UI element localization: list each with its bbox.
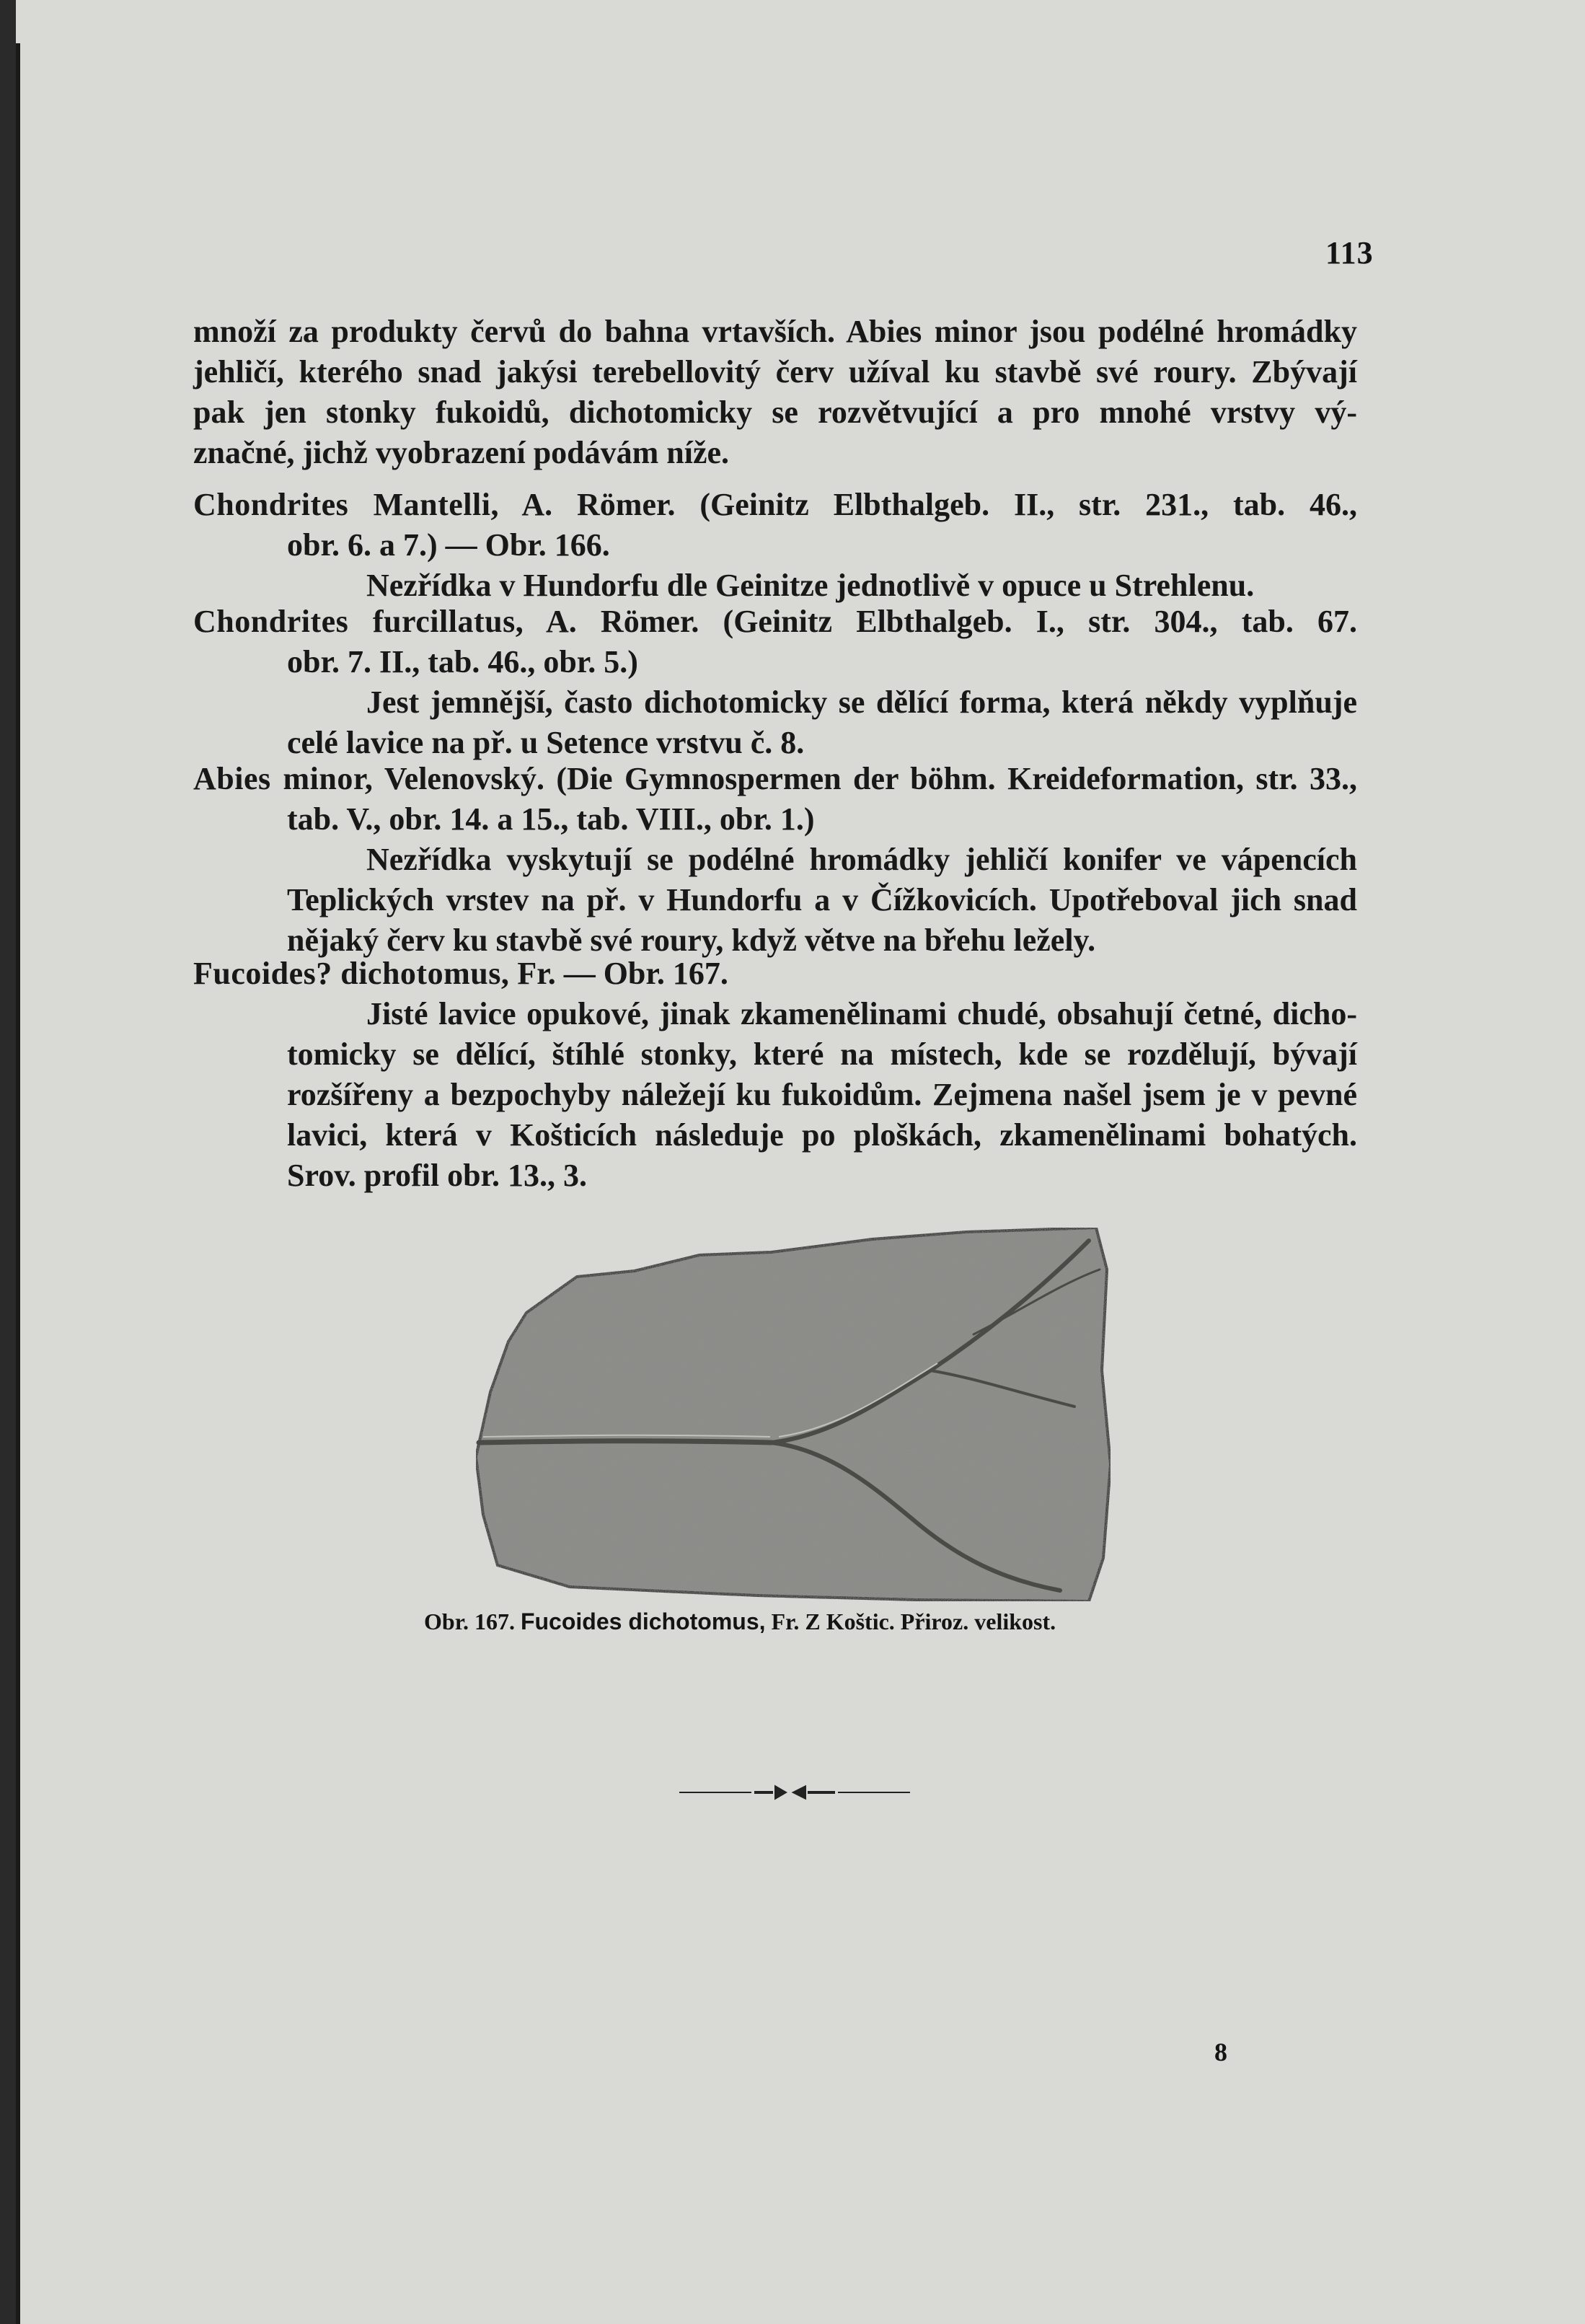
section-divider-ornament — [679, 1782, 910, 1803]
description-text: Jest jemnější, často dichotomicky se dělící forma, která někdy vyplňuje — [366, 685, 1357, 720]
page-number: 113 — [1325, 235, 1374, 270]
text-line: pak jen stonky fukoidů, dichotomicky se rozvětvující a pro mnohé vrstvy vý- — [193, 395, 1357, 430]
caption-species: Fucoides dichotomus, — [520, 1608, 766, 1634]
text-line: množí za produkty červů do bahna vrtavších. Abies minor jsou podélné hromádky — [193, 314, 1357, 349]
description-text: Nezřídka v Hundorfu dle Geinitze jednotlivě v opuce u Strehlenu. — [366, 568, 1255, 603]
book-page — [16, 0, 1585, 2324]
caption-suffix: Fr. Z Koštic. Přiroz. velikost. — [771, 1608, 1056, 1634]
entry-abies-minor — [193, 759, 1357, 961]
species-name: Fucoides? dichotomus, — [193, 956, 510, 991]
reference-text: obr. 6. a 7.) — Obr. 166. — [287, 527, 610, 563]
description-text: Teplických vrstev na př. v Hundorfu a v Čížkovicích. Upotřeboval jich snad — [287, 882, 1357, 917]
description-text: Srov. profil obr. 13., 3. — [287, 1158, 588, 1193]
description-text: lavici, která v Košticích následuje po ploškách, zkamenělinami bohatých. — [287, 1117, 1357, 1153]
reference-text: A. Römer. (Geinitz Elbthalgeb. II., str. 231., tab. 46., — [498, 487, 1358, 522]
species-name: Chondrites furcillatus, — [193, 604, 524, 639]
species-name: Chondrites Mantelli, — [193, 487, 499, 522]
figure-caption — [424, 1607, 1174, 1636]
entry-chondrites-mantelli — [193, 485, 1357, 606]
description-text: Jisté lavice opukové, jinak zkamenělinami chudé, obsahují četné, dicho- — [366, 996, 1357, 1031]
species-name: Abies minor, — [193, 761, 374, 796]
description-text: celé lavice na př. u Setence vrstvu č. 8. — [287, 725, 805, 760]
description-text: nějaký červ ku stavbě své roury, když větve na břehu ležely. — [287, 923, 1096, 958]
paragraph-intro — [193, 312, 1357, 473]
reference-text: Velenovský. (Die Gymnospermen der böhm. Kreideformation, str. 33., — [373, 761, 1357, 796]
entry-chondrites-furcillatus — [193, 602, 1357, 763]
reference-text: obr. 7. II., tab. 46., obr. 5.) — [287, 644, 638, 679]
entry-fucoides-dichotomus — [193, 954, 1357, 1196]
caption-prefix: Obr. 167. — [424, 1608, 515, 1634]
text-line: značné, jichž vyobrazení podávám níže. — [193, 435, 730, 470]
description-text: Nezřídka vyskytují se podélné hromádky jehličí konifer ve vápencích — [366, 842, 1357, 877]
page-binding-edge — [16, 43, 20, 2324]
description-text: tomicky se dělící, štíhlé stonky, které na místech, kde se rozdělují, bývají — [287, 1036, 1357, 1072]
fossil-figure — [469, 1226, 1118, 1616]
reference-text: tab. V., obr. 14. a 15., tab. VIII., obr. 1.) — [287, 801, 815, 837]
reference-text: Fr. — Obr. 167. — [509, 956, 728, 991]
text-line: jehličí, kterého snad jakýsi terebellovitý červ užíval ku stavbě své roury. Zbývají — [193, 354, 1357, 389]
description-text: rozšířeny a bezpochyby náležejí ku fukoidům. Zejmena našel jsem je v pevné — [287, 1077, 1357, 1112]
signature-number: 8 — [1214, 2038, 1227, 2066]
rock-slab — [476, 1228, 1111, 1601]
reference-text: A. Römer. (Geinitz Elbthalgeb. I., str. 304., tab. 67. — [524, 604, 1357, 639]
